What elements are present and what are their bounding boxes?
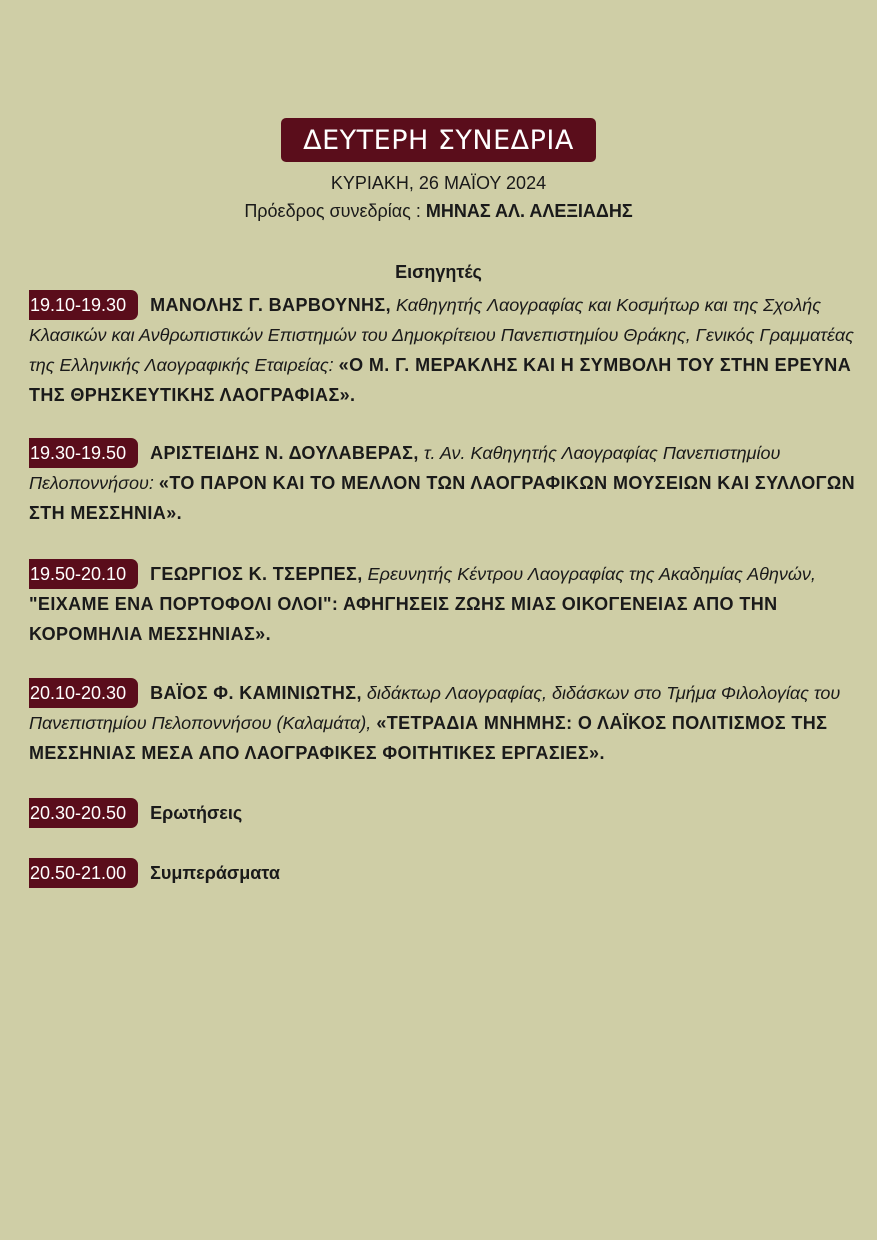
conclusions-label: Συμπεράσματα <box>150 863 280 883</box>
speaker-affiliation: τ. Αν. Καθηγητής Λαογραφίας Πανεπιστημίου Πελοποννήσου: <box>29 443 781 493</box>
talk-entry-1 <box>29 290 859 410</box>
speakers-heading: Εισηγητές <box>395 262 482 282</box>
time-badge: 20.50-21.00 <box>29 858 138 888</box>
time-badge: 19.50-20.10 <box>29 559 138 589</box>
time-badge: 20.10-20.30 <box>29 678 138 708</box>
speaker-affiliation: διδάκτωρ Λαογραφίας, διδάσκων στο Τμήμα Φιλολογίας του Πανεπιστημίου Πελοποννήσου (Καλαμάτα), <box>29 683 841 733</box>
time-badge: 20.30-20.50 <box>29 798 138 828</box>
talk-entry-4 <box>29 678 859 768</box>
speaker-affiliation: Καθηγητής Λαογραφίας και Κοσμήτωρ και της Σχολής Κλασικών και Ανθρωπιστικών Επιστημών του Δημοκρίτειου Πανεπιστημίου Θράκης, Γενικός Γραμματέας της Ελληνικής Λαογραφικής Εταιρείας: <box>29 295 854 375</box>
speaker-affiliation: Ερευνητής Κέντρου Λαογραφίας της Ακαδημίας Αθηνών, <box>367 564 816 584</box>
speaker-name: ΑΡΙΣΤΕΙΔΗΣ Ν. ΔΟΥΛΑΒΕΡΑΣ, <box>150 443 419 463</box>
session-chair <box>0 200 877 222</box>
speaker-name: ΒΑΪΟΣ Φ. ΚΑΜΙΝΙΩΤΗΣ, <box>150 683 362 703</box>
speaker-name: ΓΕΩΡΓΙΟΣ Κ. ΤΣΕΡΠΕΣ, <box>150 564 363 584</box>
talk-entry-2 <box>29 438 859 528</box>
talk-entry-3 <box>29 559 859 649</box>
conclusions-entry <box>29 858 859 888</box>
questions-entry <box>29 798 859 828</box>
chair-label: Πρόεδρος συνεδρίας : <box>244 201 421 221</box>
talk-title: «ΤΕΤΡΑΔΙΑ ΜΝΗΜΗΣ: Ο ΛΑΪΚΟΣ ΠΟΛΙΤΙΣΜΟΣ ΤΗΣ ΜΕΣΣΗΝΙΑΣ ΜΕΣΑ ΑΠΟ ΛΑΟΓΡΑΦΙΚΕΣ ΦΟΙΤΗΤΙΚΕΣ ΕΡΓΑΣΙΕΣ». <box>29 713 828 763</box>
chair-name: ΜΗΝΑΣ ΑΛ. ΑΛΕΞΙΑΔΗΣ <box>425 201 633 221</box>
speaker-name: ΜΑΝΟΛΗΣ Γ. ΒΑΡΒΟΥΝΗΣ, <box>150 295 391 315</box>
session-date: ΚΥΡΙΑΚΗ, 26 ΜΑΪΟΥ 2024 <box>330 173 547 193</box>
time-badge: 19.10-19.30 <box>29 290 138 320</box>
talk-title: «ΤΟ ΠΑΡΟΝ ΚΑΙ ΤΟ ΜΕΛΛΟΝ ΤΩΝ ΛΑΟΓΡΑΦΙΚΩΝ ΜΟΥΣΕΙΩΝ ΚΑΙ ΣΥΛΛΟΓΩΝ ΣΤΗ ΜΕΣΣΗΝΙΑ». <box>29 473 856 523</box>
talk-title: "ΕΙΧΑΜΕ ΕΝΑ ΠΟΡΤΟΦΟΛΙ ΟΛΟΙ": ΑΦΗΓΗΣΕΙΣ ΖΩΗΣ ΜΙΑΣ ΟΙΚΟΓΕΝΕΙΑΣ ΑΠΟ ΤΗΝ ΚΟΡΟΜΗΛΙΑ ΜΕΣΣΗΝΙΑΣ». <box>29 594 778 644</box>
talk-title: «Ο Μ. Γ. ΜΕΡΑΚΛΗΣ ΚΑΙ Η ΣΥΜΒΟΛΗ ΤΟΥ ΣΤΗΝ ΕΡΕΥΝΑ ΤΗΣ ΘΡΗΣΚΕΥΤΙΚΗΣ ΛΑΟΓΡΑΦΙΑΣ». <box>29 355 852 405</box>
session-title: ΔΕΥΤΕΡΗ ΣΥΝΕΔΡΙΑ <box>281 118 596 162</box>
questions-label: Ερωτήσεις <box>150 803 243 823</box>
time-badge: 19.30-19.50 <box>29 438 138 468</box>
session-header <box>0 118 877 222</box>
